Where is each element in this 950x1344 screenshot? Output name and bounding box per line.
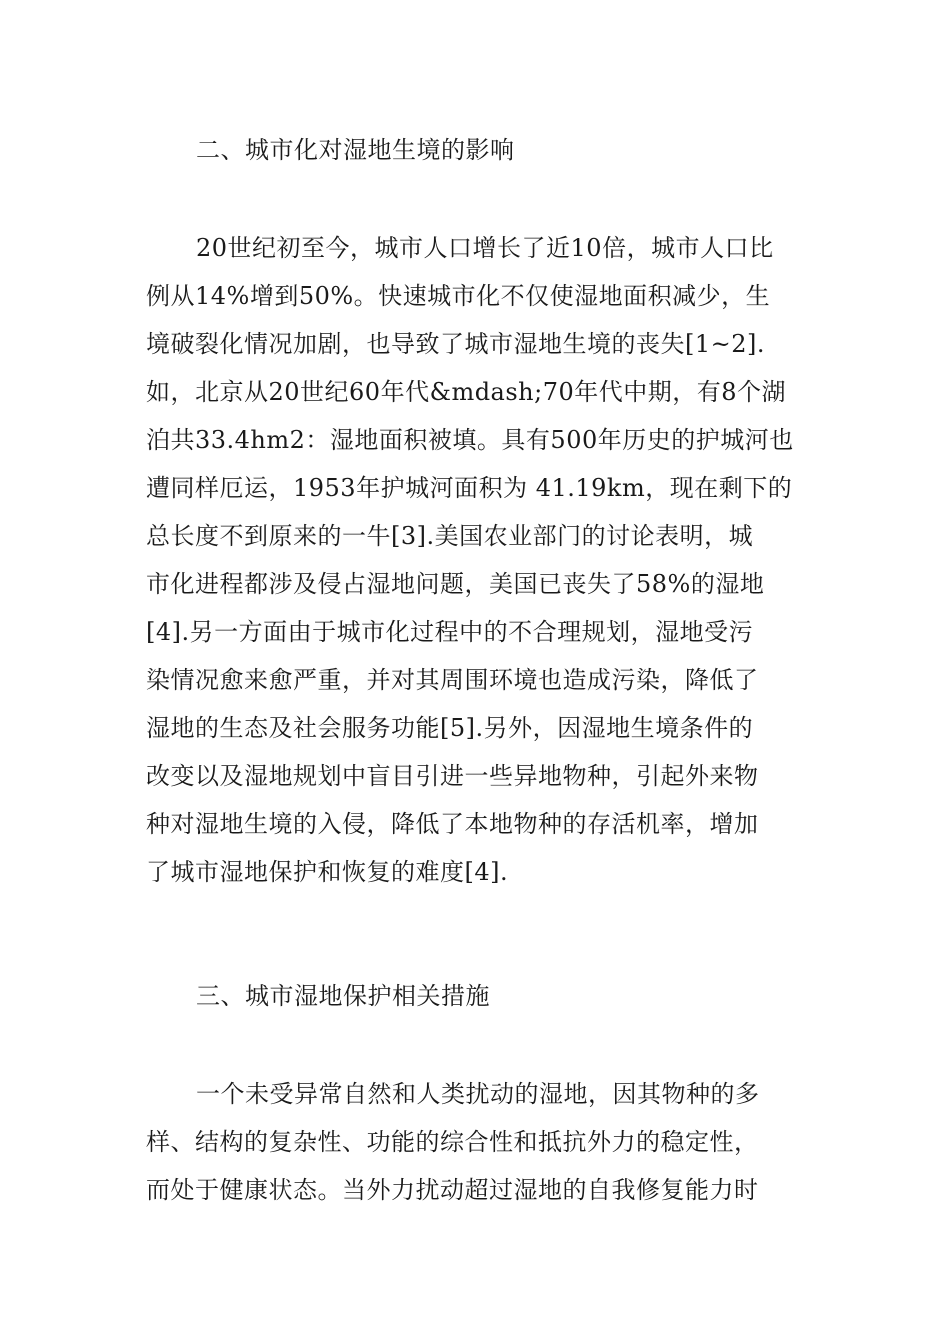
- text-line: 改变以及湿地规划中盲目引进一些异地物种，引起外来物: [146, 762, 759, 790]
- text-line: 例从14%增到50%。快速城市化不仅使湿地面积减少，生: [146, 282, 771, 310]
- text-line: 遭同样厄运，1953年护城河面积为 41.19km，现在剩下的: [146, 474, 793, 502]
- text-line: [4].另一方面由于城市化过程中的不合理规划，湿地受污: [146, 618, 754, 646]
- paragraph-protection-measures: [146, 1070, 806, 1214]
- text-line: 而处于健康状态。当外力扰动超过湿地的自我修复能力时: [146, 1176, 759, 1204]
- text-line: 了城市湿地保护和恢复的难度[4].: [146, 858, 509, 886]
- text-line: 泊共33.4hm2：湿地面积被填。具有500年历史的护城河也: [146, 426, 794, 454]
- text-line: 染情况愈来愈严重，并对其周围环境也造成污染，降低了: [146, 666, 759, 694]
- text-line: 市化进程都涉及侵占湿地问题，美国已丧失了58%的湿地: [146, 570, 765, 598]
- paragraph-urbanization-impact: [146, 224, 806, 896]
- text-line: 种对湿地生境的入侵，降低了本地物种的存活机率，增加: [146, 810, 759, 838]
- text-line: 20世纪初至今，城市人口增长了近10倍，城市人口比: [196, 234, 774, 262]
- section-heading-protection-measures: 三、城市湿地保护相关措施: [196, 982, 490, 1010]
- text-line: 境破裂化情况加剧，也导致了城市湿地生境的丧失[1~2].: [146, 330, 766, 358]
- text-line: 湿地的生态及社会服务功能[5].另外，因湿地生境条件的: [146, 714, 754, 742]
- section-heading-urbanization-impact: 二、城市化对湿地生境的影响: [196, 136, 515, 164]
- text-line: 一个未受异常自然和人类扰动的湿地，因其物种的多: [196, 1080, 760, 1108]
- text-line: 样、结构的复杂性、功能的综合性和抵抗外力的稳定性，: [146, 1128, 759, 1156]
- text-line: 如，北京从20世纪60年代&mdash;70年代中期，有8个湖: [146, 378, 787, 406]
- text-line: 总长度不到原来的一牛[3].美国农业部门的讨论表明，城: [146, 522, 754, 550]
